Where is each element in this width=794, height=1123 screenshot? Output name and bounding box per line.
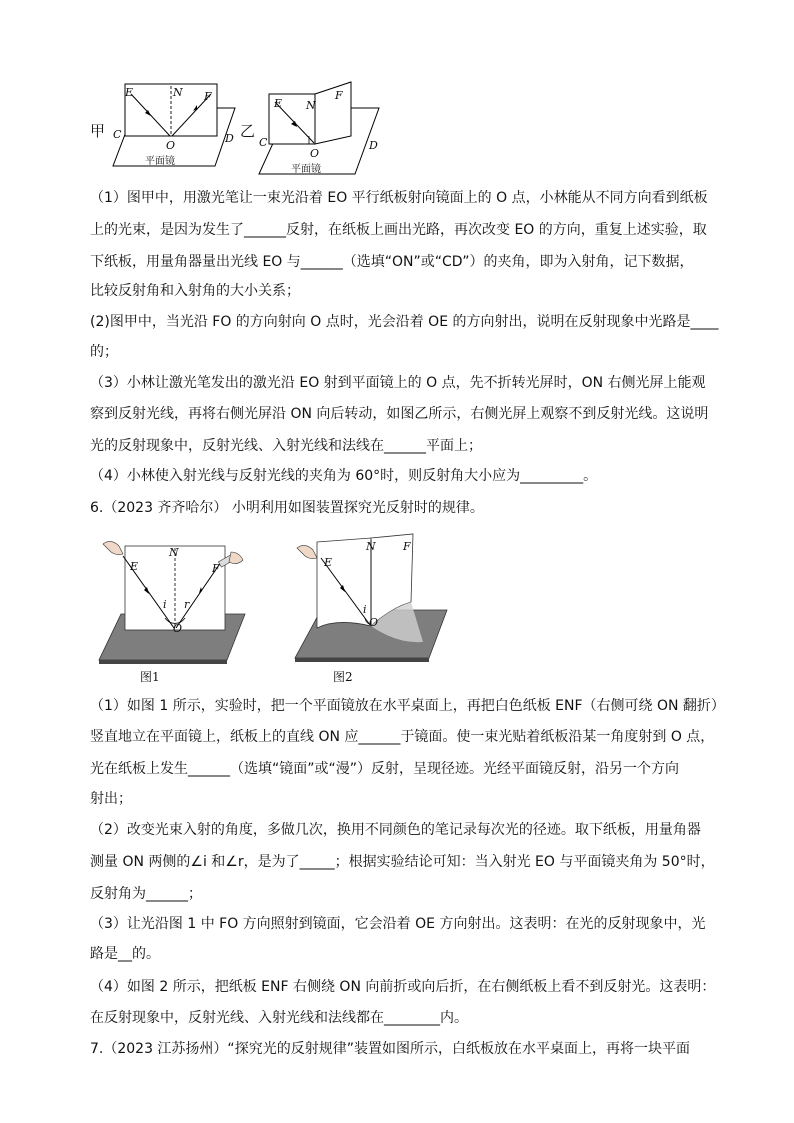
figure-label-yi: 乙 (240, 122, 256, 140)
q6-fig1-label-e: E (130, 560, 139, 573)
figure-label-jia: 甲 (90, 122, 106, 140)
fig-a-mirror-label: 平面镜 (145, 156, 175, 167)
q6-part2-line2: 测量 ON 两侧的∠i 和∠r，是为了_____；根据实验结论可知：当入射光 EO 与平面镜夹角为 50°时， (90, 854, 715, 870)
q6-part2-line1: （2）改变光束入射的角度，多做几次，换用不同颜色的笔记录每次光的径迹。取下纸板，用量角器 (90, 822, 701, 838)
fig-a-label-f: F (204, 90, 212, 103)
fig-a-label-o: O (166, 139, 176, 152)
q5-part2-line1: (2)图甲中，当光沿 FO 的方向射向 O 点时，光会沿着 OE 的方向射出，说明在反射现象中光路是____ (90, 314, 719, 330)
q6-fig1-label-o: O (173, 622, 183, 635)
q6-heading: 6.（2023 齐齐哈尔） 小明利用如图装置探究光反射时的规律。 (90, 500, 484, 516)
q5-part1-line3: 下纸板，用量角器量出光线 EO 与______（选填“ON”或“CD”）的夹角，即为入射角，记下数据， (90, 254, 694, 270)
fig-b-label-f: F (335, 89, 343, 102)
q6-fig2-label-f: F (403, 540, 411, 553)
q6-figure-2-caption: 图2 (333, 670, 353, 684)
q6-fig1-label-n: N (169, 546, 179, 559)
q6-fig2-label-o: O (369, 616, 379, 629)
fig-b-label-e: E (274, 97, 283, 110)
fig-b-label-d: D (369, 139, 378, 152)
q7-heading: 7.（2023 江苏扬州）“探究光的反射规律”装置如图所示，白纸板放在水平桌面上，再将一块平面 (90, 1041, 690, 1057)
q5-part3-line1: （3）小林让激光笔发出的激光沿 EO 射到平面镜上的 O 点，先不折转光屏时，ON 右侧光屏上能观 (90, 375, 706, 391)
fig-a-label-d: D (225, 132, 234, 145)
q5-part1-line2: 上的光束，是因为发生了______反射，在纸板上画出光路，再次改变 EO 的方向，重复上述实验，取 (90, 222, 707, 238)
fig-a-label-c: C (113, 128, 122, 141)
q5-part2-line2: 的； (90, 344, 118, 360)
q5-part3-line3: 光的反射现象中，反射光线、入射光线和法线在______平面上； (90, 438, 482, 454)
q5-part4-line1: （4）小林使入射光线与反射光线的夹角为 60°时，则反射角大小应为_________。 (90, 468, 598, 484)
fig-a-label-n: N (173, 86, 183, 99)
q6-fig1-label-f: F (212, 562, 220, 575)
fig-a-label-e: E (125, 86, 134, 99)
fig-b-mirror-label: 平面镜 (291, 164, 321, 175)
q6-fig1-label-i: i (163, 598, 167, 611)
q6-fig2-label-i: i (363, 603, 367, 616)
q6-part2-line3: 反射角为______； (90, 886, 202, 902)
q5-part1-line4: 比较反射角和入射角的大小关系； (90, 283, 300, 299)
q6-part4-line1: （4）如图 2 所示，把纸板 ENF 右侧绕 ON 向前折或向后折，在右侧纸板上看不到反射光。这表明： (90, 979, 716, 995)
q5-part3-line2: 察到反射光线，再将右侧光屏沿 ON 向后转动，如图乙所示，右侧光屏上观察不到反射光线。这说明 (90, 406, 709, 422)
q6-part3-line1: （3）让光沿图 1 中 FO 方向照射到镜面，它会沿着 OE 方向射出。这表明：在光的反射现象中，光 (90, 916, 706, 932)
q6-figure-1-caption: 图1 (140, 670, 160, 684)
q6-fig2-label-e: E (324, 556, 333, 569)
q6-fig2-label-n: N (366, 540, 376, 553)
q6-part1-line4: 射出； (90, 791, 132, 807)
q6-part1-line1: （1）如图 1 所示，实验时，把一个平面镜放在水平桌面上，再把白色纸板 ENF（右侧可绕 ON 翻折） (90, 698, 725, 714)
q6-part4-line2: 在反射现象中，反射光线、入射光线和法线都在________内。 (90, 1010, 468, 1026)
fig-b-label-n: N (306, 99, 316, 112)
fig-b-label-c: C (259, 136, 268, 149)
q5-part1-line1: （1）图甲中，用激光笔让一束光沿着 EO 平行纸板射向镜面上的 O 点，小林能从不同方向看到纸板 (90, 190, 708, 206)
q6-part3-line2: 路是__的。 (90, 946, 160, 962)
fig-b-label-o: O (310, 147, 320, 160)
q6-fig1-label-r: r (184, 598, 190, 611)
q6-part1-line3: 光在纸板上发生______（选填“镜面”或“漫”）反射，呈现径迹。光经平面镜反射，沿另一个方向 (90, 761, 680, 777)
q6-part1-line2: 竖直地立在平面镜上，纸板上的直线 ON 应______于镜面。使一束光贴着纸板沿某一角度射到 O 点， (90, 729, 715, 745)
